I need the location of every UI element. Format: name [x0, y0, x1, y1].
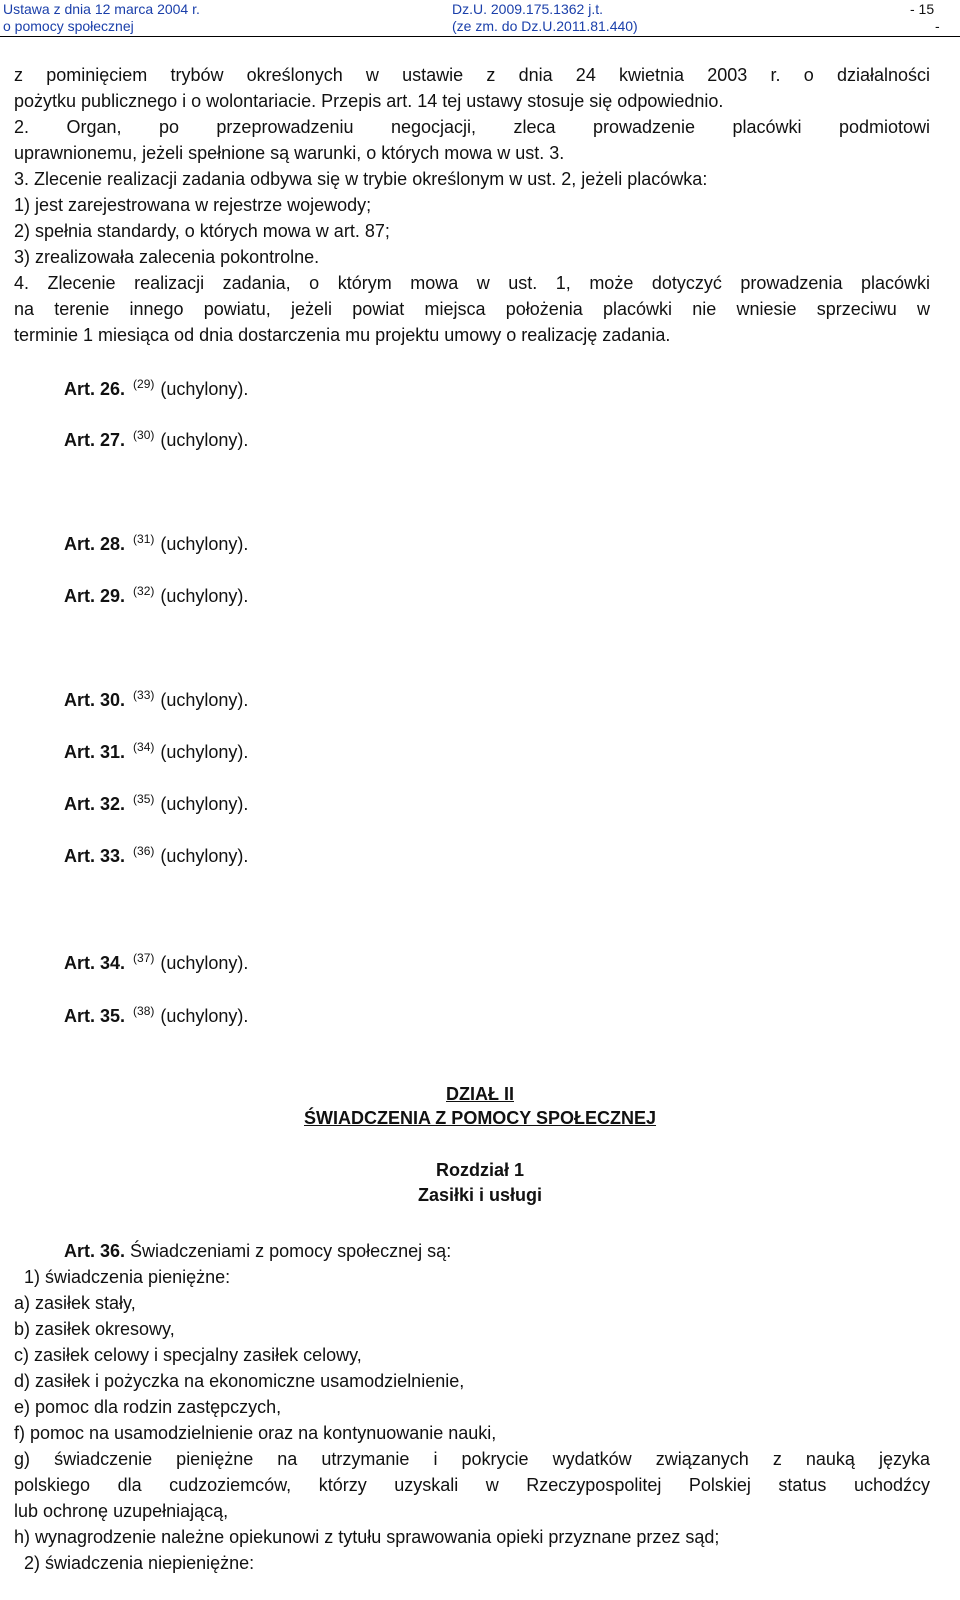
body-line: pożytku publicznego i o wolontariacie. Przepis art. 14 tej ustawy stosuje się odpowiednio.: [14, 91, 724, 111]
list-item-continuation: lub ochronę uzupełniającą,: [14, 1501, 229, 1521]
footnote-ref: (35): [133, 792, 155, 806]
article-text: (uchylony).: [160, 379, 249, 399]
article-text: (uchylony).: [160, 846, 249, 866]
article-text: (uchylony).: [160, 794, 249, 814]
header-law-name: o pomocy społecznej: [3, 18, 134, 34]
article-number: Art. 27.: [64, 430, 126, 450]
article-repealed: [64, 1006, 248, 1027]
article-number: Art. 28.: [64, 534, 126, 554]
body-line: terminie 1 miesiąca od dnia dostarczenia mu projektu umowy o realizację zadania.: [14, 325, 671, 345]
article-number: Art. 32.: [64, 794, 126, 814]
article-repealed: [64, 534, 248, 555]
division-subtitle: ŚWIADCZENIA Z POMOCY SPOŁECZNEJ: [303, 1108, 657, 1128]
article-repealed: [64, 846, 248, 867]
list-item: h) wynagrodzenie należne opiekunowi z tytułu sprawowania opieki przyznane przez sąd;: [14, 1527, 720, 1547]
article-number: Art. 29.: [64, 586, 126, 606]
chapter-title: Rozdział 1: [435, 1160, 524, 1180]
header-journal-ref: Dz.U. 2009.175.1362 j.t.: [452, 1, 603, 17]
article-text: (uchylony).: [160, 586, 249, 606]
list-item: d) zasiłek i pożyczka na ekonomiczne usamodzielnienie,: [14, 1371, 465, 1391]
article-repealed: [64, 742, 248, 763]
article-repealed: [64, 379, 248, 400]
article-number: Art. 34.: [64, 953, 126, 973]
article-number: Art. 36.: [64, 1241, 126, 1261]
article-text: (uchylony).: [160, 430, 249, 450]
article-text: (uchylony).: [160, 742, 249, 762]
footnote-ref: (34): [133, 740, 155, 754]
footnote-ref: (32): [133, 584, 155, 598]
page-number: - 15: [910, 1, 935, 17]
list-item: 1) świadczenia pieniężne:: [24, 1267, 231, 1287]
article-text: (uchylony).: [160, 953, 249, 973]
body-line: z pominięciem trybów określonych w ustawie z dnia 24 kwietnia 2003 r. o działalności: [14, 65, 930, 85]
list-item: 1) jest zarejestrowana w rejestrze wojewody;: [14, 195, 372, 215]
article-repealed: [64, 430, 248, 451]
article-36-heading: [64, 1239, 451, 1263]
body-line: 3. Zlecenie realizacji zadania odbywa się w trybie określonym w ust. 2, jeżeli placówka:: [14, 169, 708, 189]
list-item: a) zasiłek stały,: [14, 1293, 136, 1313]
article-repealed: [64, 953, 248, 974]
article-text: (uchylony).: [160, 534, 249, 554]
list-item: 2) świadczenia niepieniężne:: [24, 1553, 255, 1573]
article-repealed: [64, 586, 248, 607]
list-item: 2) spełnia standardy, o których mowa w art. 87;: [14, 221, 390, 241]
list-item: 3) zrealizowała zalecenia pokontrolne.: [14, 247, 320, 267]
article-number: Art. 30.: [64, 690, 126, 710]
list-item: b) zasiłek okresowy,: [14, 1319, 175, 1339]
body-line: 4. Zlecenie realizacji zadania, o którym mowa w ust. 1, może dotyczyć prowadzenia placówki: [14, 273, 930, 293]
list-item: g) świadczenie pieniężne na utrzymanie i pokrycie wydatków związanych z nauką języka: [14, 1449, 930, 1469]
list-item: e) pomoc dla rodzin zastępczych,: [14, 1397, 282, 1417]
list-item: c) zasiłek celowy i specjalny zasiłek celowy,: [14, 1345, 362, 1365]
article-text: (uchylony).: [160, 690, 249, 710]
footnote-ref: (31): [133, 532, 155, 546]
page-number-dash: -: [935, 18, 940, 34]
article-repealed: [64, 794, 248, 815]
article-number: Art. 35.: [64, 1006, 126, 1026]
article-repealed: [64, 690, 248, 711]
article-intro: Świadczeniami z pomocy społecznej są:: [130, 1241, 452, 1261]
article-number: Art. 33.: [64, 846, 126, 866]
footnote-ref: (38): [133, 1004, 155, 1018]
footnote-ref: (36): [133, 844, 155, 858]
article-number: Art. 26.: [64, 379, 126, 399]
list-item: f) pomoc na usamodzielnienie oraz na kontynuowanie nauki,: [14, 1423, 497, 1443]
body-line: uprawnionemu, jeżeli spełnione są warunki, o których mowa w ust. 3.: [14, 143, 565, 163]
footnote-ref: (37): [133, 951, 155, 965]
header-rule: [0, 36, 960, 37]
body-line: 2. Organ, po przeprowadzeniu negocjacji, zleca prowadzenie placówki podmiotowi: [14, 117, 930, 137]
header-law-title: Ustawa z dnia 12 marca 2004 r.: [3, 1, 200, 17]
chapter-subtitle: Zasiłki i usługi: [417, 1185, 543, 1205]
footnote-ref: (33): [133, 688, 155, 702]
article-number: Art. 31.: [64, 742, 126, 762]
footnote-ref: (30): [133, 428, 155, 442]
header-amendments: (ze zm. do Dz.U.2011.81.440): [452, 18, 638, 34]
division-title: DZIAŁ II: [446, 1084, 514, 1104]
list-item-continuation: polskiego dla cudzoziemców, którzy uzyskali w Rzeczypospolitej Polskiej status uchodźcy: [14, 1475, 930, 1495]
body-line: na terenie innego powiatu, jeżeli powiat miejsca położenia placówki nie wniesie sprzeciwu w: [14, 299, 930, 319]
article-text: (uchylony).: [160, 1006, 249, 1026]
footnote-ref: (29): [133, 377, 155, 391]
